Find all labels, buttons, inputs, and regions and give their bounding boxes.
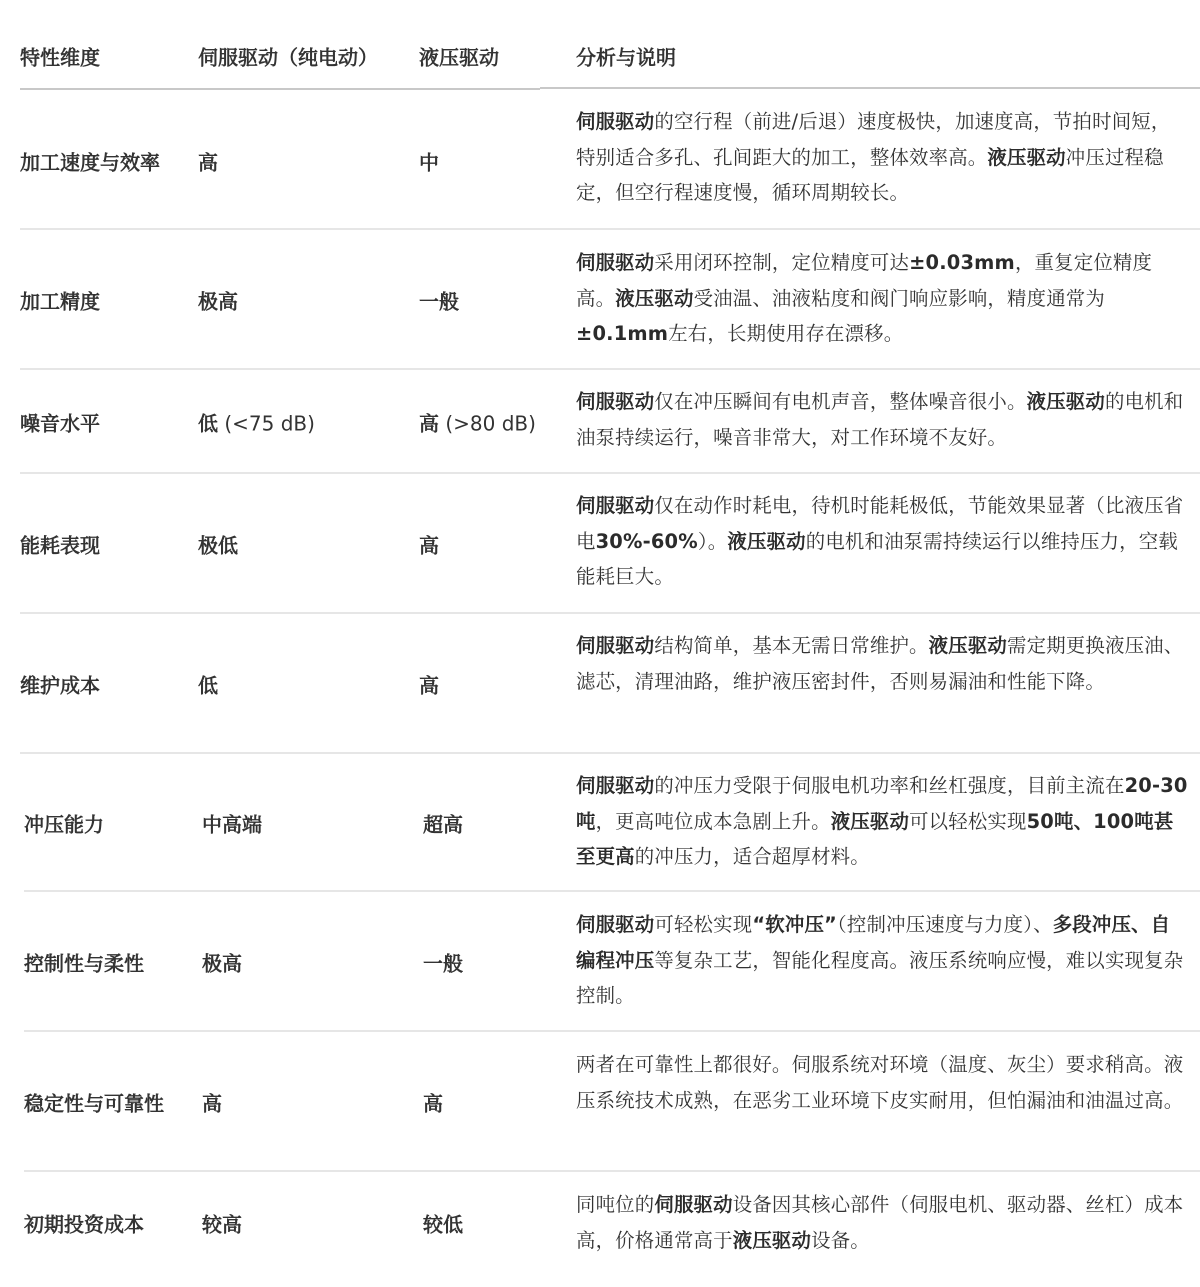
- servo-rating: 较高: [202, 1212, 242, 1237]
- row-divider: [540, 612, 1200, 614]
- header-analysis: 分析与说明: [576, 45, 676, 70]
- hydraulic-rating: 高: [423, 1091, 443, 1116]
- header-divider: [20, 88, 540, 90]
- analysis-text: 的空行程（前进/后退）速度极快，加速度高，节拍时间短，特别适合多孔、孔间距大的加工，整体效率高。: [576, 110, 1171, 169]
- row-divider: [24, 1170, 540, 1172]
- row-divider: [20, 228, 540, 230]
- cell-servo: [198, 408, 315, 437]
- cell-dimension: 初期投资成本: [24, 1212, 144, 1237]
- cell-analysis: [576, 1047, 1188, 1118]
- analysis-text: 的冲压力，适合超厚材料。: [634, 845, 870, 868]
- hydraulic-rating: 较低: [423, 1212, 463, 1237]
- cell-servo: [202, 1088, 222, 1117]
- row-divider: [540, 890, 1200, 892]
- analysis-emphasis: ±0.03mm: [909, 251, 1015, 274]
- cell-analysis: [576, 488, 1188, 595]
- cell-servo: [202, 809, 262, 838]
- analysis-text: ，更高吨位成本急剧上升。: [595, 809, 831, 833]
- cell-dimension: 维护成本: [20, 673, 100, 698]
- row-divider: [540, 472, 1200, 474]
- cell-dimension: 控制性与柔性: [24, 951, 144, 976]
- row-divider: [20, 368, 540, 370]
- cell-servo: [198, 530, 238, 559]
- cell-servo: [198, 286, 238, 315]
- row-divider: [24, 1030, 540, 1032]
- cell-hydraulic: [419, 286, 459, 315]
- analysis-emphasis: 液压驱动: [727, 529, 806, 553]
- row-divider: [540, 368, 1200, 370]
- analysis-text: 两者在可靠性上都很好。伺服系统对环境（温度、灰尘）要求稍高。液压系统技术成熟，在恶劣工业环境下皮实耐用，但怕漏油和油温过高。: [576, 1053, 1184, 1112]
- servo-rating: 极高: [202, 951, 242, 976]
- servo-rating: 高: [198, 150, 218, 174]
- analysis-emphasis: 液压驱动: [732, 1228, 812, 1252]
- row-divider: [20, 472, 540, 474]
- analysis-emphasis: 伺服驱动: [576, 494, 655, 517]
- cell-hydraulic: [419, 530, 439, 559]
- table-header-row: [0, 0, 1200, 90]
- row-divider: [540, 1030, 1200, 1032]
- cell-hydraulic: [423, 948, 463, 977]
- analysis-emphasis: 20-30吨: [576, 774, 1188, 833]
- cell-servo: [202, 948, 242, 977]
- analysis-text: 设备因其核心部件（伺服电机、驱动器、丝杠）成本高，价格通常高于: [576, 1193, 1184, 1252]
- cell-hydraulic: [423, 809, 463, 838]
- cell-servo: [198, 670, 218, 699]
- analysis-emphasis: 伺服驱动: [576, 634, 655, 657]
- servo-rating: 低: [198, 411, 218, 436]
- analysis-text: ，重复定位精度高。: [576, 251, 1153, 310]
- analysis-emphasis: 液压驱动: [987, 145, 1066, 169]
- header-dimension: 特性维度: [20, 45, 100, 70]
- servo-rating: 低: [198, 673, 218, 698]
- analysis-text: ）。: [697, 529, 728, 553]
- analysis-text: 的冲压力受限于伺服电机功率和丝杠强度，目前主流在: [654, 774, 1125, 797]
- analysis-emphasis: 液压驱动: [1026, 390, 1105, 413]
- analysis-emphasis: 50吨、100吨甚至更高: [576, 809, 1174, 868]
- analysis-emphasis: 多段冲压、自编程冲压: [576, 913, 1171, 972]
- analysis-emphasis: “软冲压”: [752, 913, 837, 936]
- cell-analysis: [576, 768, 1188, 875]
- cell-dimension: 加工精度: [20, 289, 100, 314]
- row-divider: [24, 890, 540, 892]
- analysis-text: 可轻松实现: [654, 913, 753, 936]
- analysis-text: 冲压过程稳定，但空行程速度慢，循环周期较长。: [576, 145, 1164, 204]
- analysis-emphasis: 液压驱动: [928, 634, 1008, 657]
- servo-rating: 中高端: [202, 812, 262, 837]
- analysis-text: 需定期更换液压油、滤芯，清理油路，维护液压密封件，否则易漏油和性能下降。: [576, 634, 1184, 693]
- analysis-text: 结构简单，基本无需日常维护。: [654, 634, 929, 657]
- cell-analysis: [576, 628, 1188, 699]
- servo-note: (<75 dB): [218, 411, 315, 436]
- analysis-emphasis: 30%-60%: [595, 529, 698, 553]
- servo-rating: 极高: [198, 289, 238, 314]
- cell-dimension: 噪音水平: [20, 411, 100, 436]
- analysis-text: 采用闭环控制，定位精度可达: [654, 251, 910, 274]
- analysis-emphasis: 伺服驱动: [576, 913, 655, 936]
- row-divider: [540, 228, 1200, 230]
- analysis-emphasis: 伺服驱动: [654, 1193, 733, 1216]
- cell-hydraulic: [419, 670, 439, 699]
- header-divider: [540, 87, 1200, 89]
- analysis-text: 等复杂工艺，智能化程度高。液压系统响应慢，难以实现复杂控制。: [576, 948, 1184, 1007]
- analysis-emphasis: 伺服驱动: [576, 390, 655, 413]
- cell-analysis: [576, 907, 1188, 1014]
- analysis-text: 设备。: [811, 1228, 870, 1252]
- cell-hydraulic: [423, 1088, 443, 1117]
- analysis-text: 可以轻松实现: [909, 809, 1027, 833]
- cell-dimension: 加工速度与效率: [20, 150, 160, 174]
- cell-analysis: [576, 245, 1188, 352]
- analysis-emphasis: 伺服驱动: [576, 774, 655, 797]
- cell-hydraulic: [423, 1209, 463, 1238]
- servo-rating: 高: [202, 1091, 222, 1116]
- cell-servo: [198, 146, 218, 175]
- analysis-emphasis: ±0.1mm: [576, 322, 669, 345]
- analysis-text: 受油温、油液粘度和阀门响应影响，精度通常为: [693, 286, 1105, 310]
- cell-hydraulic: [419, 408, 536, 437]
- hydraulic-rating: 一般: [423, 951, 463, 976]
- analysis-emphasis: 伺服驱动: [576, 110, 655, 133]
- cell-dimension: 冲压能力: [24, 812, 104, 837]
- header-servo: 伺服驱动（纯电动）: [198, 45, 378, 70]
- cell-analysis: [576, 384, 1188, 455]
- row-divider: [20, 612, 540, 614]
- cell-dimension: 能耗表现: [20, 533, 100, 558]
- cell-servo: [202, 1209, 242, 1238]
- row-divider: [20, 752, 540, 754]
- cell-dimension: 稳定性与可靠性: [24, 1091, 164, 1116]
- analysis-emphasis: 伺服驱动: [576, 251, 655, 274]
- analysis-text: 仅在动作时耗电，待机时能耗极低，节能效果显著（比液压省电: [576, 494, 1184, 553]
- analysis-text: 左右，长期使用存在漂移。: [668, 322, 904, 345]
- hydraulic-rating: 中: [419, 150, 439, 174]
- hydraulic-rating: 超高: [423, 812, 463, 837]
- analysis-text: 仅在冲压瞬间有电机声音，整体噪音很小。: [654, 390, 1027, 413]
- row-divider: [540, 752, 1200, 754]
- analysis-text: （控制冲压速度与力度）、: [837, 913, 1053, 936]
- hydraulic-rating: 高: [419, 411, 439, 436]
- analysis-text: 同吨位的: [576, 1193, 655, 1216]
- analysis-emphasis: 液压驱动: [615, 286, 694, 310]
- servo-rating: 极低: [198, 533, 238, 558]
- cell-hydraulic: [419, 146, 439, 175]
- hydraulic-rating: 高: [419, 673, 439, 698]
- analysis-text: 的电机和油泵持续运行，噪音非常大，对工作环境不友好。: [576, 390, 1184, 449]
- row-divider: [540, 1170, 1200, 1172]
- hydraulic-rating: 一般: [419, 289, 459, 314]
- hydraulic-note: (>80 dB): [439, 411, 536, 436]
- header-hydraulic: 液压驱动: [419, 45, 499, 70]
- analysis-emphasis: 液压驱动: [830, 809, 910, 833]
- cell-analysis: [576, 1187, 1188, 1258]
- hydraulic-rating: 高: [419, 533, 439, 558]
- analysis-text: 的电机和油泵需持续运行以维持压力，空载能耗巨大。: [576, 529, 1178, 588]
- cell-analysis: [576, 104, 1188, 211]
